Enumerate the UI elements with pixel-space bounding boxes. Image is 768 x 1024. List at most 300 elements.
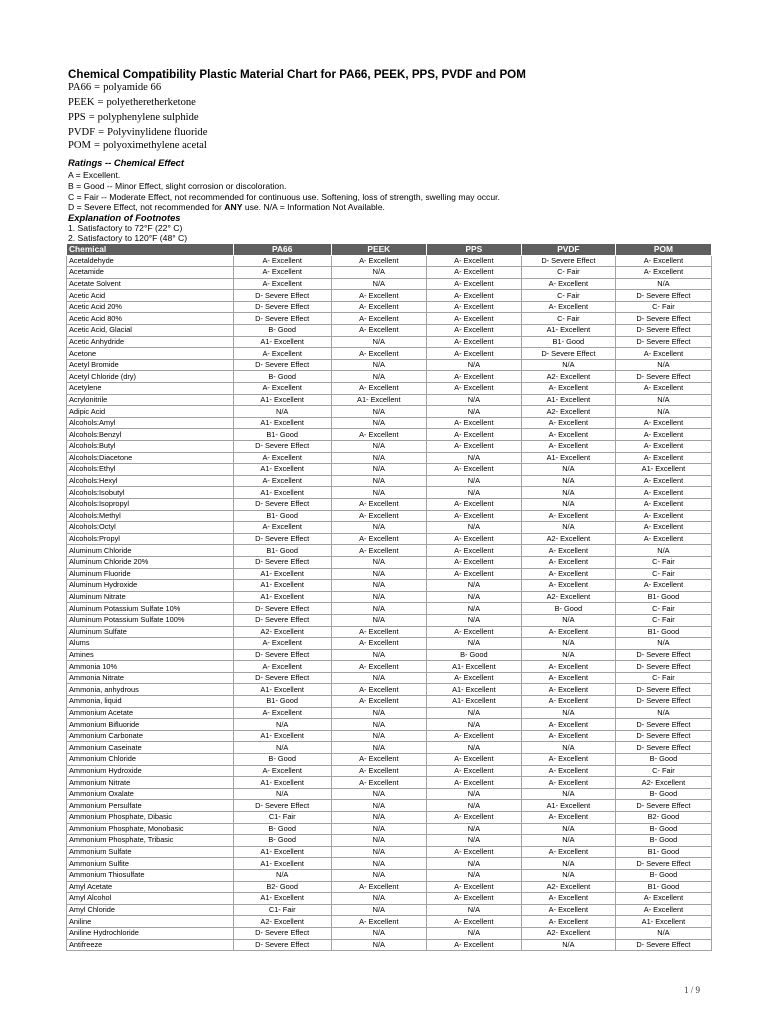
chemical-name-cell: Aluminum Nitrate — [67, 591, 234, 603]
rating-cell: A- Excellent — [331, 881, 426, 893]
rating-cell: B- Good — [233, 754, 331, 766]
rating-cell: D- Severe Effect — [615, 313, 711, 325]
rating-cell: A- Excellent — [426, 429, 521, 441]
rating-cell: A- Excellent — [521, 730, 615, 742]
rating-cell: A1- Excellent — [615, 916, 711, 928]
rating-cell: A- Excellent — [426, 672, 521, 684]
footnote-2: 2. Satisfactory to 120°F (48° C) — [68, 233, 188, 243]
rating-cell: N/A — [331, 475, 426, 487]
rating-cell: N/A — [331, 672, 426, 684]
abbreviation-term: PEEK — [68, 97, 95, 108]
rating-cell: N/A — [615, 638, 711, 650]
rating-cell: A1- Excellent — [233, 684, 331, 696]
rating-cell: A- Excellent — [521, 684, 615, 696]
rating-cell: A1- Excellent — [233, 568, 331, 580]
table-row — [67, 649, 712, 661]
rating-cell: N/A — [426, 707, 521, 719]
table-row — [67, 626, 712, 638]
rating-cell: A- Excellent — [233, 638, 331, 650]
rating-cell: A- Excellent — [521, 754, 615, 766]
rating-cell: N/A — [331, 800, 426, 812]
rating-cell: D- Severe Effect — [233, 672, 331, 684]
rating-cell: N/A — [331, 556, 426, 568]
rating-cell: C- Fair — [615, 603, 711, 615]
rating-cell: N/A — [426, 835, 521, 847]
ratings-heading: Ratings -- Chemical Effect — [68, 157, 184, 168]
equals-sign: = — [94, 82, 101, 93]
rating-cell: D- Severe Effect — [615, 684, 711, 696]
column-header-pa66: PA66 — [233, 244, 331, 256]
rating-cell: A- Excellent — [426, 846, 521, 858]
rating-cell: D- Severe Effect — [615, 939, 711, 951]
chemical-name-cell: Acetic Anhydride — [67, 336, 234, 348]
table-row — [67, 858, 712, 870]
rating-cell: N/A — [426, 359, 521, 371]
table-row — [67, 800, 712, 812]
rating-cell: A1- Excellent — [233, 487, 331, 499]
rating-cell: A- Excellent — [426, 730, 521, 742]
rating-cell: N/A — [521, 359, 615, 371]
rating-cell: D- Severe Effect — [615, 696, 711, 708]
rating-cell: B2- Good — [615, 812, 711, 824]
rating-cell: A- Excellent — [233, 475, 331, 487]
rating-cell: N/A — [331, 835, 426, 847]
chemical-name-cell: Acrylonitrile — [67, 394, 234, 406]
rating-cell: D- Severe Effect — [233, 927, 331, 939]
rating-cell: A2- Excellent — [521, 371, 615, 383]
rating-cell: D- Severe Effect — [233, 603, 331, 615]
rating-cell: D- Severe Effect — [233, 649, 331, 661]
rating-cell: C- Fair — [615, 614, 711, 626]
equals-sign: = — [97, 97, 104, 108]
table-row — [67, 835, 712, 847]
rating-cell: C1- Fair — [233, 904, 331, 916]
table-row — [67, 788, 712, 800]
rating-cell: A- Excellent — [615, 510, 711, 522]
rating-cell: N/A — [426, 788, 521, 800]
chemical-name-cell: Ammonium Acetate — [67, 707, 234, 719]
rating-cell: A- Excellent — [233, 255, 331, 267]
rating-cell: N/A — [521, 869, 615, 881]
rating-cell: A- Excellent — [521, 580, 615, 592]
rating-cell: A- Excellent — [426, 545, 521, 557]
rating-cell: N/A — [426, 603, 521, 615]
rating-cell: N/A — [521, 522, 615, 534]
rating-cell: A- Excellent — [233, 278, 331, 290]
rating-cell: A- Excellent — [426, 881, 521, 893]
table-row — [67, 846, 712, 858]
rating-cell: A- Excellent — [521, 417, 615, 429]
rating-cell: A2- Excellent — [521, 533, 615, 545]
table-row — [67, 255, 712, 267]
rating-cell: A- Excellent — [426, 765, 521, 777]
rating-cell: N/A — [331, 869, 426, 881]
rating-d-text-end: use. N/A = Information Not Available. — [242, 202, 385, 212]
chemical-name-cell: Aluminum Fluoride — [67, 568, 234, 580]
rating-cell: A- Excellent — [521, 301, 615, 313]
rating-d — [68, 202, 385, 212]
chemical-name-cell: Ammonium Oxalate — [67, 788, 234, 800]
rating-cell: D- Severe Effect — [233, 939, 331, 951]
rating-cell: A- Excellent — [331, 301, 426, 313]
table-row — [67, 383, 712, 395]
rating-cell: A1- Excellent — [233, 846, 331, 858]
rating-cell: A- Excellent — [426, 777, 521, 789]
rating-cell: D- Severe Effect — [233, 498, 331, 510]
rating-cell: A- Excellent — [615, 580, 711, 592]
abbreviation-line — [68, 97, 196, 108]
rating-cell: A1- Excellent — [233, 394, 331, 406]
abbreviation-meaning: polyamide 66 — [103, 82, 162, 93]
chemical-name-cell: Aluminum Sulfate — [67, 626, 234, 638]
table-row — [67, 869, 712, 881]
chemical-name-cell: Aluminum Hydroxide — [67, 580, 234, 592]
rating-cell: N/A — [331, 580, 426, 592]
column-header-peek: PEEK — [331, 244, 426, 256]
chemical-name-cell: Alcohols:Benzyl — [67, 429, 234, 441]
rating-cell: N/A — [331, 846, 426, 858]
rating-cell: A- Excellent — [521, 626, 615, 638]
rating-cell: B1- Good — [615, 591, 711, 603]
rating-cell: B- Good — [233, 371, 331, 383]
rating-cell: A- Excellent — [331, 661, 426, 673]
rating-cell: A- Excellent — [331, 533, 426, 545]
rating-cell: N/A — [426, 394, 521, 406]
rating-cell: N/A — [331, 267, 426, 279]
table-header-row — [67, 244, 712, 256]
table-row — [67, 267, 712, 279]
chemical-name-cell: Ammonium Persulfate — [67, 800, 234, 812]
rating-cell: D- Severe Effect — [233, 800, 331, 812]
rating-cell: D- Severe Effect — [615, 858, 711, 870]
table-row — [67, 568, 712, 580]
table-row — [67, 545, 712, 557]
rating-cell: N/A — [233, 719, 331, 731]
rating-cell: A- Excellent — [426, 916, 521, 928]
rating-d-text: D = Severe Effect, not recommended for — [68, 202, 225, 212]
rating-cell: D- Severe Effect — [521, 348, 615, 360]
rating-cell: A- Excellent — [331, 290, 426, 302]
column-header-chemical: Chemical — [67, 244, 234, 256]
rating-cell: N/A — [615, 278, 711, 290]
rating-cell: N/A — [426, 927, 521, 939]
rating-cell: N/A — [331, 359, 426, 371]
chemical-name-cell: Antifreeze — [67, 939, 234, 951]
chemical-name-cell: Ammonium Sulfite — [67, 858, 234, 870]
chemical-name-cell: Acetamide — [67, 267, 234, 279]
chemical-name-cell: Ammonium Carbonate — [67, 730, 234, 742]
rating-cell: A1- Excellent — [233, 464, 331, 476]
rating-cell: N/A — [426, 823, 521, 835]
rating-cell: A- Excellent — [233, 348, 331, 360]
chemical-name-cell: Alcohols:Butyl — [67, 441, 234, 453]
chemical-name-cell: Ammonia, liquid — [67, 696, 234, 708]
rating-cell: A- Excellent — [521, 661, 615, 673]
rating-cell: A- Excellent — [331, 348, 426, 360]
rating-cell: D- Severe Effect — [615, 336, 711, 348]
chemical-name-cell: Ammonium Hydroxide — [67, 765, 234, 777]
rating-cell: N/A — [233, 742, 331, 754]
table-row — [67, 707, 712, 719]
table-row — [67, 278, 712, 290]
column-header-pvdf: PVDF — [521, 244, 615, 256]
rating-cell: N/A — [331, 707, 426, 719]
rating-cell: B1- Good — [233, 510, 331, 522]
rating-cell: C1- Fair — [233, 812, 331, 824]
rating-cell: N/A — [331, 788, 426, 800]
rating-cell: A1- Excellent — [521, 452, 615, 464]
rating-cell: N/A — [615, 707, 711, 719]
rating-cell: N/A — [331, 568, 426, 580]
table-row — [67, 603, 712, 615]
rating-cell: N/A — [426, 858, 521, 870]
chemical-name-cell: Acetic Acid, Glacial — [67, 325, 234, 337]
rating-cell: A- Excellent — [426, 893, 521, 905]
rating-a: A = Excellent. — [68, 170, 121, 180]
chemical-name-cell: Alcohols:Diacetone — [67, 452, 234, 464]
rating-cell: A- Excellent — [426, 267, 521, 279]
chemical-name-cell: Ammonium Nitrate — [67, 777, 234, 789]
rating-cell: A- Excellent — [331, 684, 426, 696]
table-row — [67, 452, 712, 464]
table-row — [67, 730, 712, 742]
rating-cell: N/A — [331, 893, 426, 905]
rating-cell: N/A — [521, 788, 615, 800]
rating-cell: N/A — [615, 927, 711, 939]
table-row — [67, 498, 712, 510]
rating-cell: A- Excellent — [233, 522, 331, 534]
table-row — [67, 696, 712, 708]
rating-cell: B- Good — [233, 325, 331, 337]
rating-cell: A- Excellent — [426, 568, 521, 580]
rating-cell: D- Severe Effect — [615, 742, 711, 754]
rating-cell: N/A — [233, 869, 331, 881]
chemical-name-cell: Amyl Acetate — [67, 881, 234, 893]
rating-cell: A- Excellent — [426, 556, 521, 568]
rating-cell: A1- Excellent — [615, 464, 711, 476]
rating-cell: A- Excellent — [331, 545, 426, 557]
chemical-name-cell: Ammonia 10% — [67, 661, 234, 673]
rating-cell: A- Excellent — [521, 916, 615, 928]
chemical-name-cell: Acetylene — [67, 383, 234, 395]
rating-cell: N/A — [233, 788, 331, 800]
rating-cell: N/A — [331, 927, 426, 939]
rating-cell: A- Excellent — [521, 545, 615, 557]
chemical-name-cell: Acetate Solvent — [67, 278, 234, 290]
rating-cell: N/A — [521, 823, 615, 835]
rating-cell: N/A — [331, 730, 426, 742]
chemical-name-cell: Alcohols:Propyl — [67, 533, 234, 545]
rating-cell: N/A — [426, 591, 521, 603]
rating-cell: A- Excellent — [331, 510, 426, 522]
rating-cell: N/A — [426, 869, 521, 881]
rating-cell: A- Excellent — [615, 533, 711, 545]
chemical-name-cell: Ammonia Nitrate — [67, 672, 234, 684]
chemical-name-cell: Acetic Acid 20% — [67, 301, 234, 313]
footnotes-heading: Explanation of Footnotes — [68, 212, 181, 223]
rating-cell: B1- Good — [615, 626, 711, 638]
rating-cell: D- Severe Effect — [233, 441, 331, 453]
rating-cell: A- Excellent — [331, 626, 426, 638]
table-row — [67, 556, 712, 568]
rating-cell: A- Excellent — [615, 904, 711, 916]
chemical-name-cell: Acetic Acid — [67, 290, 234, 302]
rating-cell: N/A — [331, 858, 426, 870]
table-row — [67, 927, 712, 939]
rating-cell: N/A — [426, 406, 521, 418]
rating-cell: A- Excellent — [331, 498, 426, 510]
rating-cell: A- Excellent — [233, 707, 331, 719]
chemical-name-cell: Amines — [67, 649, 234, 661]
rating-cell: N/A — [331, 406, 426, 418]
abbreviation-term: PA66 — [68, 82, 92, 93]
rating-cell: A- Excellent — [615, 522, 711, 534]
rating-cell: N/A — [331, 904, 426, 916]
rating-cell: A- Excellent — [331, 255, 426, 267]
table-row — [67, 417, 712, 429]
chemical-name-cell: Aluminum Chloride — [67, 545, 234, 557]
abbreviation-term: PPS — [68, 112, 86, 123]
table-row — [67, 777, 712, 789]
rating-cell: A- Excellent — [521, 812, 615, 824]
rating-cell: N/A — [521, 487, 615, 499]
rating-cell: B1- Good — [615, 881, 711, 893]
table-row — [67, 406, 712, 418]
rating-cell: N/A — [426, 452, 521, 464]
rating-cell: D- Severe Effect — [615, 290, 711, 302]
rating-cell: A- Excellent — [426, 510, 521, 522]
rating-cell: N/A — [521, 707, 615, 719]
rating-cell: N/A — [331, 464, 426, 476]
table-row — [67, 812, 712, 824]
rating-cell: A- Excellent — [233, 452, 331, 464]
chemical-name-cell: Aluminum Chloride 20% — [67, 556, 234, 568]
rating-cell: C- Fair — [615, 765, 711, 777]
rating-cell: A1- Excellent — [233, 580, 331, 592]
rating-cell: A- Excellent — [521, 510, 615, 522]
chemical-name-cell: Alums — [67, 638, 234, 650]
table-row — [67, 881, 712, 893]
rating-cell: N/A — [331, 603, 426, 615]
equals-sign: = — [98, 127, 105, 138]
table-row — [67, 904, 712, 916]
rating-cell: A2- Excellent — [233, 916, 331, 928]
rating-cell: N/A — [331, 742, 426, 754]
rating-cell: N/A — [426, 475, 521, 487]
rating-cell: A- Excellent — [426, 383, 521, 395]
rating-cell: A- Excellent — [615, 267, 711, 279]
rating-cell: A- Excellent — [233, 267, 331, 279]
rating-cell: N/A — [521, 742, 615, 754]
rating-cell: A2- Excellent — [521, 591, 615, 603]
rating-cell: A1- Excellent — [521, 325, 615, 337]
rating-cell: N/A — [426, 580, 521, 592]
rating-cell: A- Excellent — [521, 672, 615, 684]
rating-cell: A- Excellent — [521, 278, 615, 290]
abbreviation-meaning: polyetheretherketone — [106, 97, 196, 108]
rating-cell: N/A — [615, 359, 711, 371]
rating-cell: N/A — [615, 394, 711, 406]
rating-cell: C- Fair — [615, 568, 711, 580]
chemical-name-cell: Alcohols:Ethyl — [67, 464, 234, 476]
rating-cell: C- Fair — [521, 267, 615, 279]
table-row — [67, 359, 712, 371]
rating-cell: D- Severe Effect — [521, 255, 615, 267]
chemical-name-cell: Amyl Alcohol — [67, 893, 234, 905]
rating-cell: A- Excellent — [426, 533, 521, 545]
rating-cell: A1- Excellent — [331, 394, 426, 406]
rating-cell: B- Good — [233, 835, 331, 847]
chemical-name-cell: Acetyl Chloride (dry) — [67, 371, 234, 383]
rating-cell: A2- Excellent — [233, 626, 331, 638]
rating-cell: N/A — [521, 649, 615, 661]
chemical-name-cell: Acetaldehyde — [67, 255, 234, 267]
chemical-name-cell: Adipic Acid — [67, 406, 234, 418]
column-header-pom: POM — [615, 244, 711, 256]
rating-cell: A- Excellent — [426, 417, 521, 429]
rating-cell: A- Excellent — [426, 336, 521, 348]
rating-cell: D- Severe Effect — [615, 325, 711, 337]
table-row — [67, 672, 712, 684]
rating-cell: A- Excellent — [521, 765, 615, 777]
rating-cell: N/A — [331, 649, 426, 661]
rating-cell: A2- Excellent — [521, 927, 615, 939]
rating-cell: C- Fair — [521, 313, 615, 325]
table-row — [67, 591, 712, 603]
table-row — [67, 371, 712, 383]
rating-cell: A2- Excellent — [615, 777, 711, 789]
rating-cell: B1- Good — [521, 336, 615, 348]
rating-cell: N/A — [426, 487, 521, 499]
rating-cell: A2- Excellent — [521, 406, 615, 418]
rating-cell: A- Excellent — [521, 441, 615, 453]
table-row — [67, 522, 712, 534]
equals-sign: = — [93, 140, 100, 151]
table-row — [67, 348, 712, 360]
rating-cell: A- Excellent — [331, 638, 426, 650]
table-row — [67, 313, 712, 325]
rating-cell: D- Severe Effect — [615, 371, 711, 383]
rating-cell: B- Good — [615, 869, 711, 881]
chemical-name-cell: Ammonium Phosphate, Monobasic — [67, 823, 234, 835]
table-row — [67, 487, 712, 499]
rating-cell: A- Excellent — [331, 383, 426, 395]
rating-cell: A- Excellent — [331, 696, 426, 708]
rating-cell: N/A — [331, 591, 426, 603]
rating-cell: A1- Excellent — [233, 417, 331, 429]
abbreviation-meaning: polyoximethylene acetal — [102, 140, 207, 151]
rating-cell: A- Excellent — [615, 475, 711, 487]
abbreviation-line — [68, 112, 199, 123]
rating-cell: A- Excellent — [426, 348, 521, 360]
rating-cell: A1- Excellent — [233, 858, 331, 870]
rating-cell: D- Severe Effect — [615, 661, 711, 673]
table-body — [67, 255, 712, 951]
rating-cell: C- Fair — [615, 301, 711, 313]
abbreviation-meaning: Polyvinylidene fluoride — [107, 127, 208, 138]
rating-cell: A- Excellent — [615, 893, 711, 905]
rating-cell: A- Excellent — [331, 916, 426, 928]
rating-cell: A- Excellent — [615, 498, 711, 510]
chemical-name-cell: Ammonium Chloride — [67, 754, 234, 766]
page-title: Chemical Compatibility Plastic Material Chart for PA66, PEEK, PPS, PVDF and POM — [68, 68, 526, 81]
chemical-name-cell: Ammonium Sulfate — [67, 846, 234, 858]
rating-cell: B- Good — [521, 603, 615, 615]
rating-cell: B1- Good — [615, 846, 711, 858]
table-row — [67, 765, 712, 777]
rating-cell: D- Severe Effect — [233, 290, 331, 302]
rating-cell: A- Excellent — [426, 313, 521, 325]
